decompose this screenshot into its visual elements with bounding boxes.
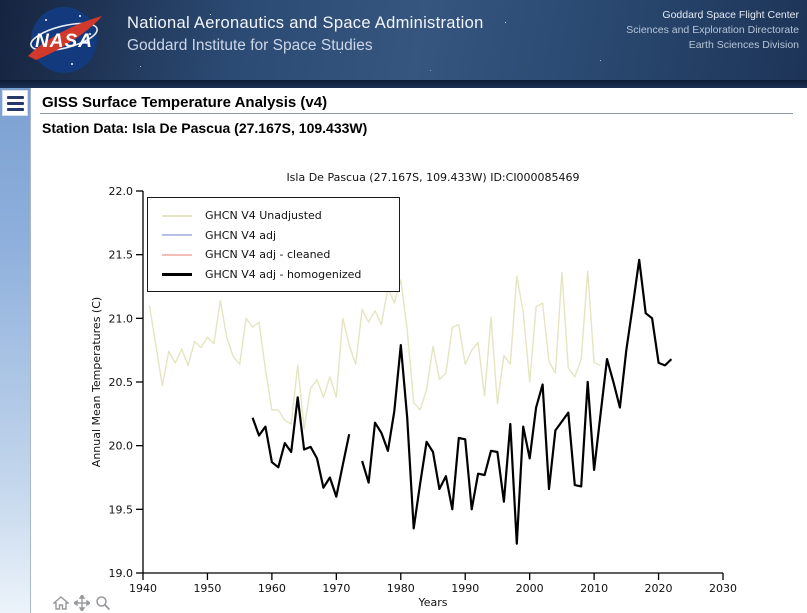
temperature-chart: [85, 160, 775, 613]
legend-label: GHCN V4 adj - cleaned: [205, 248, 331, 262]
legend-item: [162, 226, 399, 246]
y-tick-label: 22.0: [108, 185, 133, 198]
legend-item: [162, 245, 399, 265]
legend-label: GHCN V4 adj: [205, 228, 277, 242]
x-tick-label: 2010: [580, 582, 609, 595]
series-ghcn-v4-unadjusted: [149, 271, 600, 429]
legend-item: [162, 265, 399, 285]
figure-toolbar: [53, 595, 111, 611]
y-axis-label: Annual Mean Temperatures (C): [90, 296, 103, 468]
menu-toggle-button[interactable]: [2, 90, 28, 116]
goddard-center-label: Goddard Space Flight Center: [662, 9, 799, 21]
star-field-decoration: [0, 0, 1, 1]
legend-label: GHCN V4 Unadjusted: [205, 209, 322, 223]
hamburger-icon: [7, 96, 24, 99]
legend-line-sample: [162, 215, 192, 217]
x-axis-label: Years: [418, 596, 448, 609]
chart-legend: [147, 197, 400, 292]
series-ghcn-v4-adj-homogenized: [253, 260, 672, 544]
x-tick-label: 1980: [386, 582, 415, 595]
header-divider-bar: [0, 80, 807, 88]
zoom-icon[interactable]: [95, 595, 111, 611]
division-label: Earth Sciences Division: [688, 39, 799, 51]
pan-icon[interactable]: [74, 595, 90, 611]
x-tick-label: 1960: [257, 582, 286, 595]
y-tick-label: 19.5: [108, 503, 133, 517]
legend-line-sample: [162, 234, 192, 236]
page-title: GISS Surface Temperature Analysis (v4): [42, 94, 328, 111]
legend-line-sample: [162, 254, 192, 256]
x-tick-label: 2000: [515, 582, 544, 595]
x-tick-label: 2030: [709, 582, 737, 595]
directorate-label: Sciences and Exploration Directorate: [626, 24, 799, 36]
x-tick-label: 1970: [322, 582, 351, 595]
nasa-header-banner: [0, 0, 807, 80]
legend-item: [162, 206, 399, 226]
agency-name: National Aeronautics and Space Administration: [127, 14, 484, 32]
legend-label: GHCN V4 adj - homogenized: [205, 267, 362, 281]
title-divider: [40, 113, 793, 114]
x-tick-label: 2020: [644, 582, 673, 595]
x-tick-label: 1940: [129, 582, 157, 595]
x-tick-label: 1990: [451, 582, 480, 595]
svg-text:NASA: NASA: [35, 31, 93, 52]
y-tick-label: 20.0: [108, 439, 133, 453]
y-tick-label: 21.5: [108, 248, 133, 262]
home-icon[interactable]: [53, 595, 69, 611]
y-tick-label: 20.5: [108, 376, 133, 389]
y-tick-label: 21.0: [108, 312, 133, 326]
x-tick-label: 1950: [193, 582, 222, 595]
y-tick-label: 19.0: [108, 567, 133, 580]
nasa-logo[interactable]: [14, 4, 114, 76]
nasa-meatball-icon: [14, 4, 114, 76]
chart-title: Isla De Pascua (27.167S, 109.433W) ID:CI000085469: [286, 171, 580, 184]
legend-line-sample: [162, 273, 192, 276]
institute-name: Goddard Institute for Space Studies: [127, 37, 373, 54]
left-sidebar: [0, 88, 31, 613]
station-subtitle: Station Data: Isla De Pascua (27.167S, 109.433W): [42, 120, 368, 136]
